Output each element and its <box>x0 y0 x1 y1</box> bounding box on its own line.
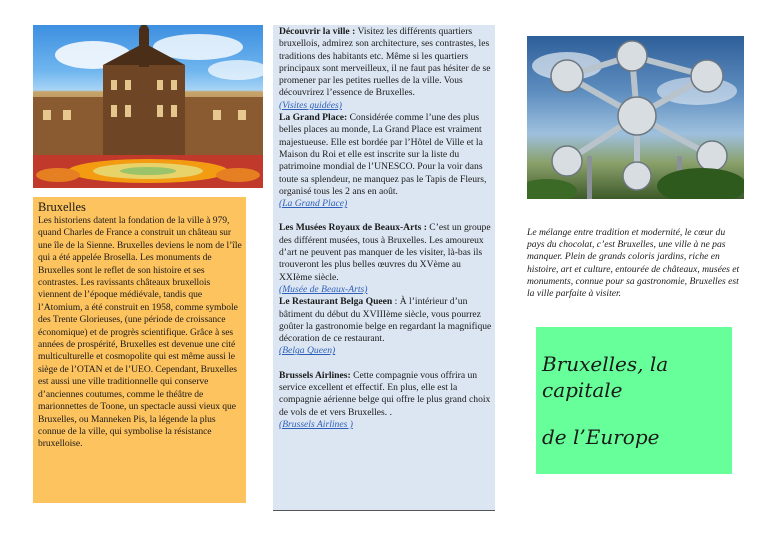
cover-title-line1: Bruxelles, la capitale <box>542 352 669 402</box>
link-grand-place[interactable]: (La Grand Place) <box>279 198 348 210</box>
spacer <box>279 210 492 222</box>
cover-title-line2: de l’Europe <box>542 425 660 449</box>
link-brussels-airlines[interactable]: (Brussels Airlines ) <box>279 418 353 430</box>
section-heading: Découvrir la ville : <box>279 26 356 37</box>
attractions-column <box>273 25 495 511</box>
cover-title-box <box>536 327 732 474</box>
spacer <box>279 358 492 370</box>
section-heading: La Grand Place: <box>279 112 348 124</box>
intro-box <box>33 197 246 503</box>
section-belga-queen <box>279 296 492 357</box>
section-heading: Le Restaurant Belga Queen <box>279 296 393 308</box>
section-text: Cette compagnie vous offrira un service excellent et effectif. En plus, elle est la compagnie aérienne belge qui offre le plus grand choix de vols de et vers Bruxelles. . <box>279 369 491 418</box>
section-text: C’est un groupe des différent musées, tous à Bruxelles. Les amoureux d’art ne peuvent pas manquer de les visiter, là-bas ils trouveront les plus belles œuvres du XVème au XXIème siècle. <box>279 222 491 283</box>
section-grand-place <box>279 112 492 210</box>
section-text: Visitez les différents quartiers bruxellois, admirez son architecture, ses contrastes, les traditions des habitants etc. Même si les quartiers principaux sont merveilleux, il ne faut pas hésiter de se promener par les petites ruelles de la ville. Vous découvrirez l’essence de Bruxelles. <box>279 26 491 99</box>
section-text: Considérée comme l’une des plus belles places au monde, La Grand Place est vraiment majestueuse. Elle est bordée par l’Hôtel de Ville et la Maison du Roi et elle est inscrite sur la liste du patrimoine mondial de l’UNESCO. Pour la voir dans toute sa splendeur, ne manquez pas le Tapis de Fleurs, organisé tous les 2 ans en août. <box>279 112 487 197</box>
intro-quote: Le mélange entre tradition et modernité, le cœur du pays du chocolat, c’est Bruxelles, une ville à ne pas manquer. Plein de grands coloris jardins, riche en histoire, art et culture, entourée de châteaux, musées et monuments, connue pour sa gastronomie, Bruxelles est la ville parfaite à visiter. <box>527 227 740 300</box>
link-musee-beaux-arts[interactable]: (Musée de Beaux-Arts) <box>279 283 368 295</box>
grand-place-photo <box>33 25 263 188</box>
section-heading: Les Musées Royaux de Beaux-Arts : <box>279 222 427 234</box>
section-brussels-airlines <box>279 370 492 431</box>
section-musees <box>279 222 492 296</box>
intro-body: Les historiens datent la fondation de la ville à 979, quand Charles de France a construit un château sur une île de la Sienne. Bruxelles deviens le nom de l’île qui a été appelée Brosella. Les monuments de Bruxelles sont le reflet de son histoire et ses contrastes. Les ravissants châteaux bruxellois viennent de l’époque médiévale, tandis que l’Atomium, a été construit en 1958, comme symbole des Trente Glorieuses, (une période de croissance économique) et de progrès scientifique. Grâce à ses années de prospérité, Bruxelles est devenue une cité multiculturelle et cosmopolite qui est même aussi le siège de l’OTAN et de l’UEO. Cependant, Bruxelles est aussi une ville traditionnelle qui conserve d’anciennes coutumes, comme le théâtre de marionnettes de Toone, un spectacle aussi vieux que Bruxelles, ou Manneken Pis, la légende la plus connue de la ville, qui symbolise la résistance bruxelloise. <box>38 215 242 450</box>
section-discover <box>279 26 492 112</box>
intro-title: Bruxelles <box>38 200 86 214</box>
atomium-photo <box>527 36 744 199</box>
link-belga-queen[interactable]: (Belga Queen) <box>279 345 336 357</box>
link-visites-guidees[interactable]: (Visites guidées) <box>279 99 342 111</box>
section-heading: Brussels Airlines: <box>279 369 351 381</box>
section-text: : À l’intérieur d’un bâtiment du début du XVIIIème siècle, vous pourrez goûter la gastronomie belge en regardant la magnifique décoration de ce restaurant. <box>279 296 492 345</box>
